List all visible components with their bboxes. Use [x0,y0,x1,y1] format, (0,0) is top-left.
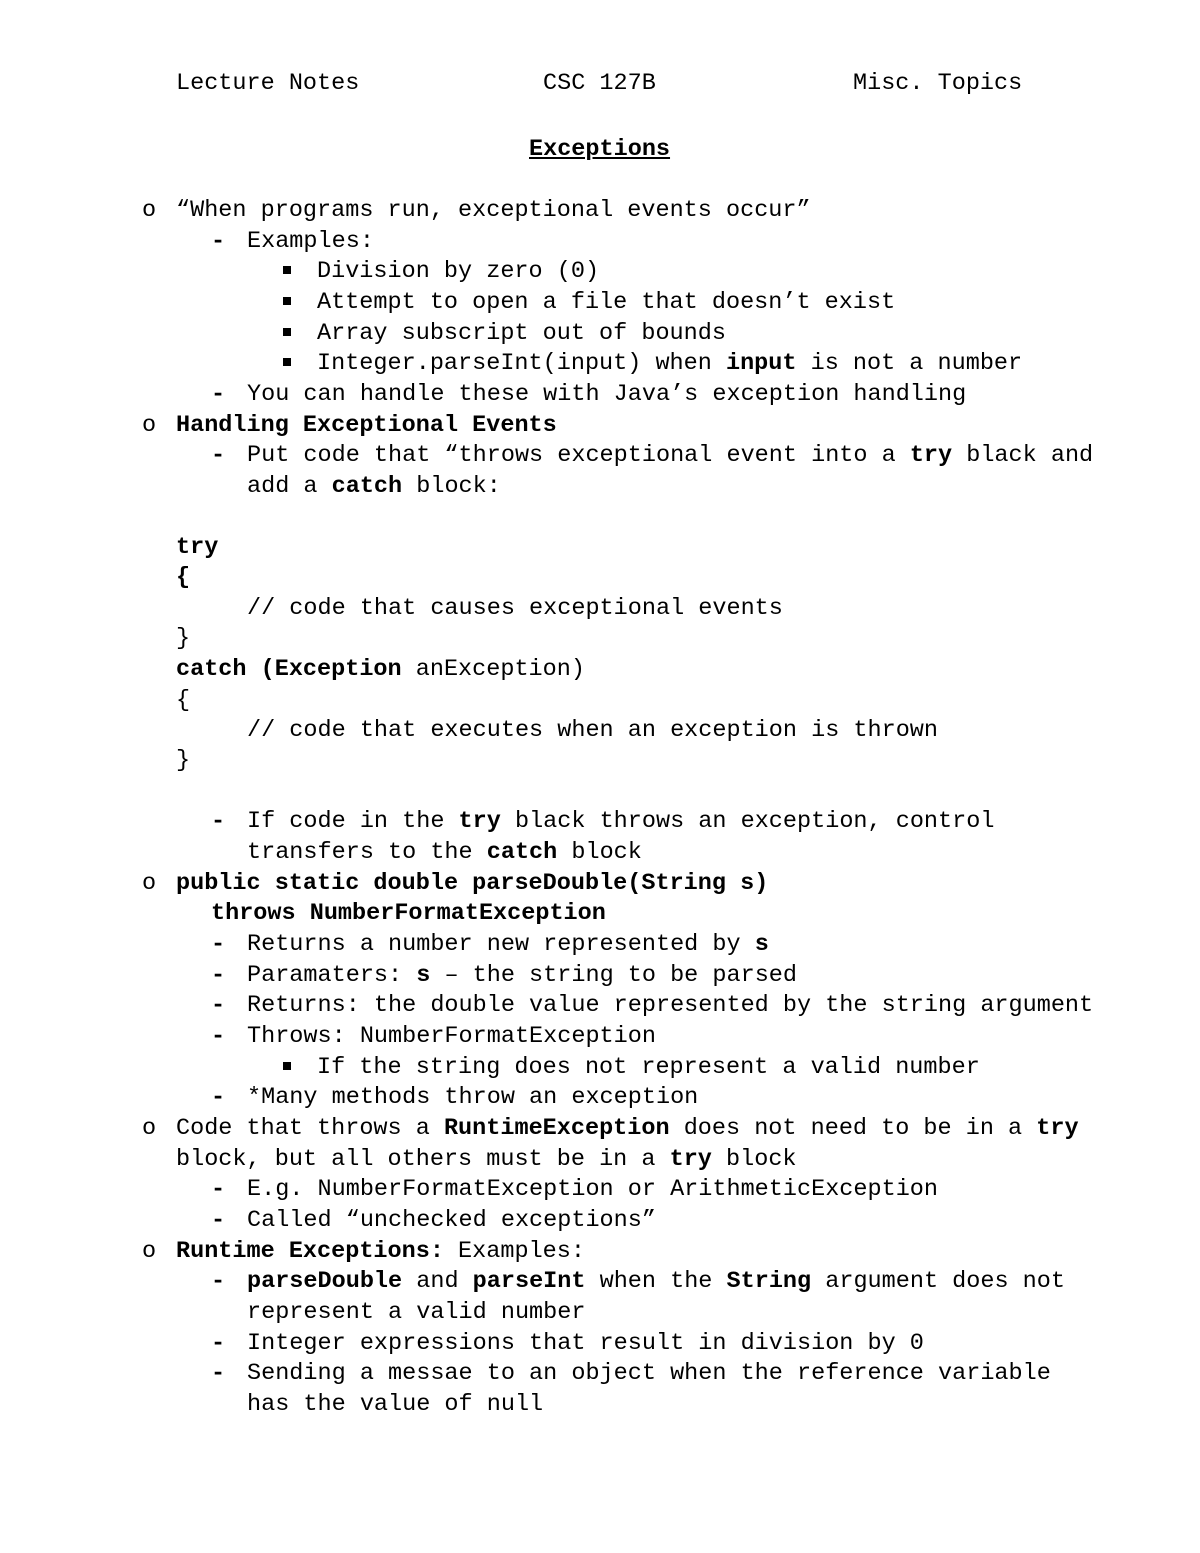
bullet-o: o [142,1238,157,1265]
bullet-dash: - [211,1330,226,1357]
square-bullet-icon [283,1062,291,1070]
section-heading: Runtime Exceptions: Examples: [176,1238,585,1265]
section-quote: “When programs run, exceptional events occur” [176,197,811,224]
example-item: Division by zero (0) [317,258,600,285]
bullet-dash: - [211,1084,226,1111]
paragraph-line: Called “unchecked exceptions” [247,1207,656,1234]
paragraph-line: Throws: NumberFormatException [247,1023,656,1050]
method-throws: throws NumberFormatException [211,900,606,927]
paragraph-line: represent a valid number [247,1299,586,1326]
bullet-dash: - [211,228,226,255]
bullet-o: o [142,412,157,439]
paragraph-line: transfers to the catch block [247,839,642,866]
paragraph-line: Returns a number new represented by s [247,931,769,958]
bullet-dash: - [211,808,226,835]
example-item: Attempt to open a file that doesn’t exist [317,289,896,316]
example-item: Integer.parseInt(input) when input is not a number [317,350,1023,377]
square-bullet-icon [283,266,291,274]
paragraph-line: Code that throws a RuntimeException does not need to be in a try [176,1115,1079,1142]
paragraph-line: Paramaters: s – the string to be parsed [247,962,798,989]
paragraph-line: If code in the try black throws an exception, control [247,808,995,835]
handle-text: You can handle these with Java’s exception handling [247,381,967,408]
bullet-dash: - [211,381,226,408]
header-center: CSC 127B [543,70,656,97]
example-item: Array subscript out of bounds [317,320,726,347]
method-signature: public static double parseDouble(String s) [176,870,769,897]
code-brace: { [176,564,191,591]
bullet-dash: - [211,1207,226,1234]
bullet-o: o [142,197,157,224]
code-comment: // code that executes when an exception is thrown [247,717,939,744]
paragraph-line: has the value of null [247,1391,544,1418]
bullet-dash: - [211,931,226,958]
bullet-o: o [142,870,157,897]
bullet-dash: - [211,1360,226,1387]
page-title: Exceptions [529,136,671,163]
bullet-dash: - [211,1023,226,1050]
code-brace: { [176,687,191,714]
examples-label: Examples: [247,228,374,255]
paragraph-line: *Many methods throw an exception [247,1084,699,1111]
code-try: try [176,534,219,561]
header-left: Lecture Notes [176,70,360,97]
paragraph-line: E.g. NumberFormatException or ArithmeticException [247,1176,939,1203]
paragraph-line: Returns: the double value represented by the string argument [247,992,1094,1019]
paragraph-line: parseDouble and parseInt when the String argument does not [247,1268,1065,1295]
bullet-dash: - [211,992,226,1019]
square-bullet-icon [283,328,291,336]
paragraph-line: If the string does not represent a valid number [317,1054,980,1081]
square-bullet-icon [283,297,291,305]
paragraph-line: block, but all others must be in a try block [176,1146,797,1173]
code-brace: } [176,625,191,652]
header-right: Misc. Topics [853,70,1023,97]
paragraph-line: Sending a messae to an object when the reference variable [247,1360,1051,1387]
code-brace: } [176,747,191,774]
code-catch: catch (Exception anException) [176,656,585,683]
bullet-dash: - [211,442,226,469]
paragraph-line: Put code that “throws exceptional event into a try black and [247,442,1094,469]
section-heading: Handling Exceptional Events [176,412,557,439]
bullet-dash: - [211,1268,226,1295]
square-bullet-icon [283,358,291,366]
paragraph-line: Integer expressions that result in division by 0 [247,1330,924,1357]
code-comment: // code that causes exceptional events [247,595,783,622]
bullet-dash: - [211,1176,226,1203]
bullet-dash: - [211,962,226,989]
bullet-o: o [142,1115,157,1142]
paragraph-line: add a catch block: [247,473,501,500]
